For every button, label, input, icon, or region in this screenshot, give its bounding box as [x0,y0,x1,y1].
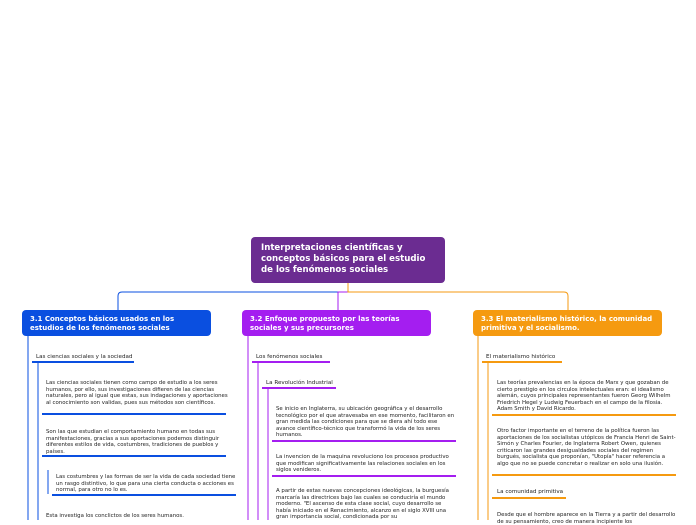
subtopic-revolucion-industrial[interactable]: La Revolución Industrial [266,380,333,386]
note-b1-1[interactable]: Las ciencias sociales tienen como campo de estudio a los seres humanos, por ello, sus investigaciones difieren de las ciencias naturales, pero al igual que estas, sus indagaciones y aportaciones al conocimiento son validas, pues sus métodos son científicos. [46,380,228,406]
branch-title: 3.2 Enfoque propuesto por las teorías sociales y sus precursores [250,315,400,332]
branch-title: 3.3 El materialismo histórico, la comunidad primitiva y el socialismo. [481,315,653,332]
topic-materialismo-historico[interactable]: El materialismo histórico [486,354,556,360]
note-b1-4[interactable]: Esta investiga los conclictos de los seres humanos. [46,513,184,519]
note-b2-1[interactable]: Se inicio en Inglaterra, su ubicación geográfica y el desarrollo tecnológico por el que atravesaba en ese momento, facilitaron en gran medida las condiciones para que se diera ahí todo ese avance científico-técnico que transformó la vida de los seres humanos. [276,406,455,439]
topic-comunidad-primitiva[interactable]: La comunidad primitiva [497,489,564,495]
root-topic[interactable] [251,237,445,283]
branch-conceptos-basicos[interactable] [22,310,211,336]
root-topic-title: Interpretaciones científicas y conceptos básicos para el estudio de los fenómenos sociales [261,243,426,275]
branch-enfoque-teorias[interactable] [242,310,431,336]
note-b2-3[interactable]: A partir de estas nuevas concepciones ideológicas, la burguesía marcaría las directrices bajo las cuales se conduciría el mundo moderno. "El ascenso de esta clase social, cuyo desarrollo se había iniciado en el Renacimiento, alcanzo en el siglo XVIII una gran importancia social, condicionada por su [276,488,449,521]
note-b3-3[interactable]: Desde que el hombre aparece en la Tierra y a partir del desarrollo de su pensamiento, creo de manera incipiente los [497,512,676,525]
note-b3-2[interactable]: Otro factor importante en el terreno de la política fueron las aportaciones de los socialistas utópicos de Francia Henri de Saint-Simón y Charles Fourier, de Inglaterra Robert Owen, quienes criticaron las grandes desigualdades sociales del regimen burgués, socialista que proponían, "Utopía" hacer referencia a algo que no se puede concretar o realizar en solo una ilusión. [497,428,676,467]
topic-ciencias-sociales[interactable]: Las ciencias sociales y la sociedad [36,354,133,360]
topic-fenomenos-sociales[interactable]: Los fenómenos sociales [256,354,323,360]
connector-root-branch-2 [338,283,348,310]
branch-title: 3.1 Conceptos básicos usados en los estudios de los fenómenos sociales [30,315,175,332]
branch-materialismo-historico[interactable] [473,310,662,336]
note-b3-1[interactable]: Las teorías prevalencias en la época de Marx y que gozaban de cierto prestigio en los circulos intelectuales eran: el idealismo alemán, cuyos principales representantes fueron Georg Wilhelm Friedrich Hegel y Ludwig Feuerbach en el campo de la filosia. Adam Smith y David Ricardo. [497,380,671,413]
note-b1-2[interactable]: Son las que estudian el comportamiento humano en todas sus manifestaciones, gracias a sus aportaciones podemos distinguir diferentes estilos de vida, costumbres, tradiciones de pueblos y países. [46,429,220,455]
connector-root-branch-3 [348,283,568,310]
note-b2-2[interactable]: La invencion de la maquina revoluciono los procesos productivo que modifican significativamente las relaciones sociales en los siglos venideros. [276,454,449,474]
connector-root-branch-1 [118,283,348,310]
note-b1-3[interactable]: Las costumbres y las formas de ser la vida de cada sociedad tiene un rasgo distintivo, lo que para una cierta conducta o acciones es normal, para otro no lo es. [56,474,236,494]
